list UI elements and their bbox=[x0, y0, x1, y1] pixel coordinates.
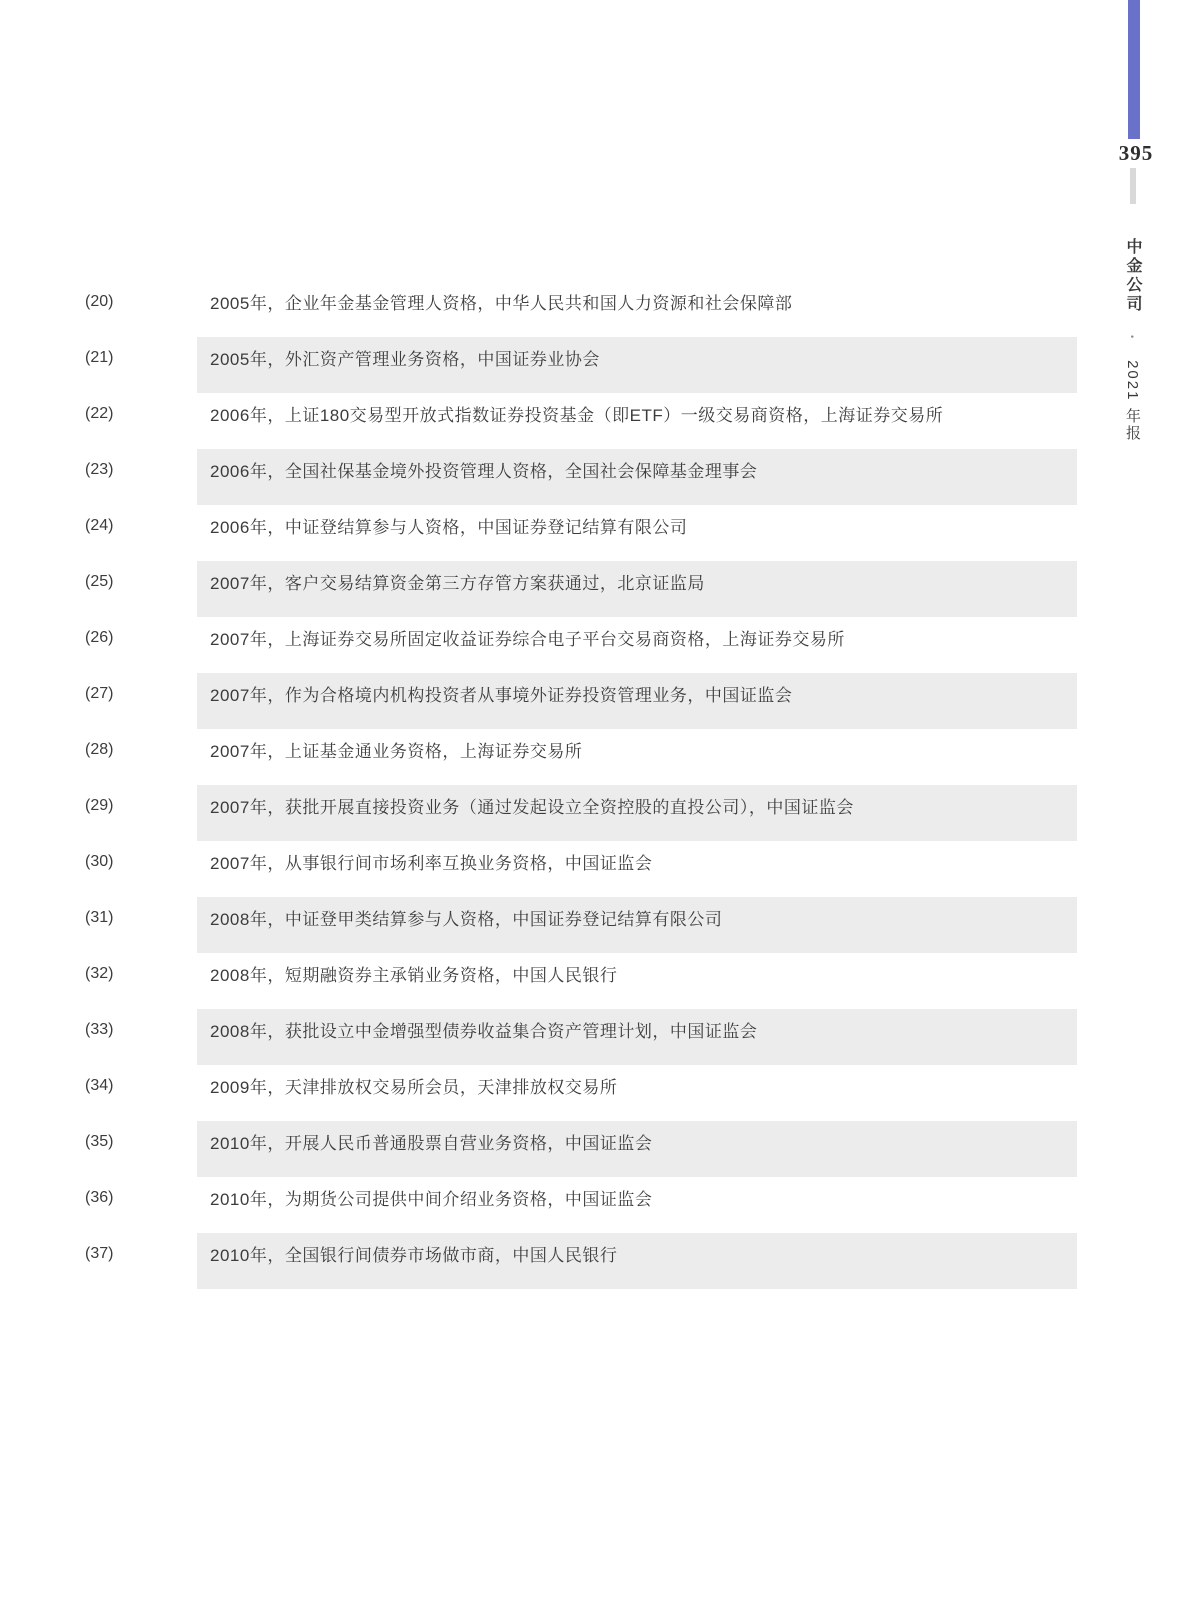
item-text: 2007年，上海证券交易所固定收益证券综合电子平台交易商资格，上海证券交易所 bbox=[210, 630, 845, 649]
item-text: 2007年，上证基金通业务资格，上海证券交易所 bbox=[210, 742, 583, 761]
accent-bar bbox=[1128, 0, 1140, 139]
item-number: (29) bbox=[85, 797, 114, 814]
item-number: (23) bbox=[85, 461, 114, 478]
list-item bbox=[85, 1177, 1077, 1233]
list-item bbox=[85, 729, 1077, 785]
item-number: (28) bbox=[85, 741, 114, 758]
list-item bbox=[85, 1121, 1077, 1177]
item-text: 2006年，上证180交易型开放式指数证券投资基金（即ETF）一级交易商资格，上海证券交易所 bbox=[210, 406, 944, 425]
item-band bbox=[197, 281, 1077, 337]
list-item bbox=[85, 897, 1077, 953]
item-band bbox=[197, 393, 1077, 449]
qualification-list bbox=[85, 281, 1077, 1289]
item-number: (33) bbox=[85, 1021, 114, 1038]
item-band bbox=[197, 337, 1077, 393]
list-item bbox=[85, 505, 1077, 561]
item-number: (34) bbox=[85, 1077, 114, 1094]
list-item bbox=[85, 785, 1077, 841]
page-number-tick bbox=[1130, 168, 1136, 204]
list-item bbox=[85, 1009, 1077, 1065]
item-text: 2008年，短期融资券主承销业务资格，中国人民银行 bbox=[210, 966, 618, 985]
item-text: 2007年，作为合格境内机构投资者从事境外证券投资管理业务，中国证监会 bbox=[210, 686, 793, 705]
item-number: (37) bbox=[85, 1245, 114, 1262]
item-text: 2009年，天津排放权交易所会员，天津排放权交易所 bbox=[210, 1078, 618, 1097]
item-text: 2010年，为期货公司提供中间介绍业务资格，中国证监会 bbox=[210, 1190, 653, 1209]
item-band bbox=[197, 617, 1077, 673]
item-number: (30) bbox=[85, 853, 114, 870]
item-text: 2006年，全国社保基金境外投资管理人资格，全国社会保障基金理事会 bbox=[210, 462, 758, 481]
list-item bbox=[85, 841, 1077, 897]
item-band bbox=[197, 1065, 1077, 1121]
list-item bbox=[85, 1233, 1077, 1289]
item-number: (24) bbox=[85, 517, 114, 534]
list-item bbox=[85, 337, 1077, 393]
item-text: 2010年，全国银行间债券市场做市商，中国人民银行 bbox=[210, 1246, 618, 1265]
item-number: (32) bbox=[85, 965, 114, 982]
list-item bbox=[85, 449, 1077, 505]
list-item bbox=[85, 281, 1077, 337]
side-bullet: • bbox=[1127, 335, 1137, 339]
item-text: 2007年，从事银行间市场利率互换业务资格，中国证监会 bbox=[210, 854, 653, 873]
list-item bbox=[85, 1065, 1077, 1121]
item-band bbox=[197, 673, 1077, 729]
side-company-name: 中金公司 bbox=[1124, 238, 1141, 314]
item-number: (21) bbox=[85, 349, 114, 366]
item-text: 2005年，外汇资产管理业务资格，中国证券业协会 bbox=[210, 350, 600, 369]
item-text: 2008年，获批设立中金增强型债券收益集合资产管理计划，中国证监会 bbox=[210, 1022, 758, 1041]
item-number: (20) bbox=[85, 293, 114, 310]
item-text: 2007年，获批开展直接投资业务（通过发起设立全资控股的直投公司），中国证监会 bbox=[210, 798, 854, 817]
item-number: (22) bbox=[85, 405, 114, 422]
item-number: (31) bbox=[85, 909, 114, 926]
item-band bbox=[197, 841, 1077, 897]
item-text: 2008年，中证登甲类结算参与人资格，中国证券登记结算有限公司 bbox=[210, 910, 723, 929]
list-item bbox=[85, 393, 1077, 449]
item-number: (27) bbox=[85, 685, 114, 702]
item-band bbox=[197, 729, 1077, 785]
list-item bbox=[85, 617, 1077, 673]
item-text: 2010年，开展人民币普通股票自营业务资格，中国证监会 bbox=[210, 1134, 653, 1153]
item-band bbox=[197, 1233, 1077, 1289]
list-item bbox=[85, 673, 1077, 729]
item-number: (36) bbox=[85, 1189, 114, 1206]
item-number: (25) bbox=[85, 573, 114, 590]
list-item bbox=[85, 561, 1077, 617]
item-band bbox=[197, 953, 1077, 1009]
item-band bbox=[197, 449, 1077, 505]
item-text: 2007年，客户交易结算资金第三方存管方案获通过，北京证监局 bbox=[210, 574, 705, 593]
item-band bbox=[197, 897, 1077, 953]
item-band bbox=[197, 785, 1077, 841]
item-band bbox=[197, 1177, 1077, 1233]
item-text: 2006年，中证登结算参与人资格，中国证券登记结算有限公司 bbox=[210, 518, 688, 537]
item-band bbox=[197, 561, 1077, 617]
item-number: (35) bbox=[85, 1133, 114, 1150]
item-band bbox=[197, 1121, 1077, 1177]
side-report-title: 2021 年报 bbox=[1124, 360, 1141, 442]
item-number: (26) bbox=[85, 629, 114, 646]
page-number: 395 bbox=[1118, 141, 1154, 165]
item-band bbox=[197, 505, 1077, 561]
side-caption bbox=[1124, 238, 1140, 658]
item-text: 2005年，企业年金基金管理人资格，中华人民共和国人力资源和社会保障部 bbox=[210, 294, 793, 313]
list-item bbox=[85, 953, 1077, 1009]
item-band bbox=[197, 1009, 1077, 1065]
